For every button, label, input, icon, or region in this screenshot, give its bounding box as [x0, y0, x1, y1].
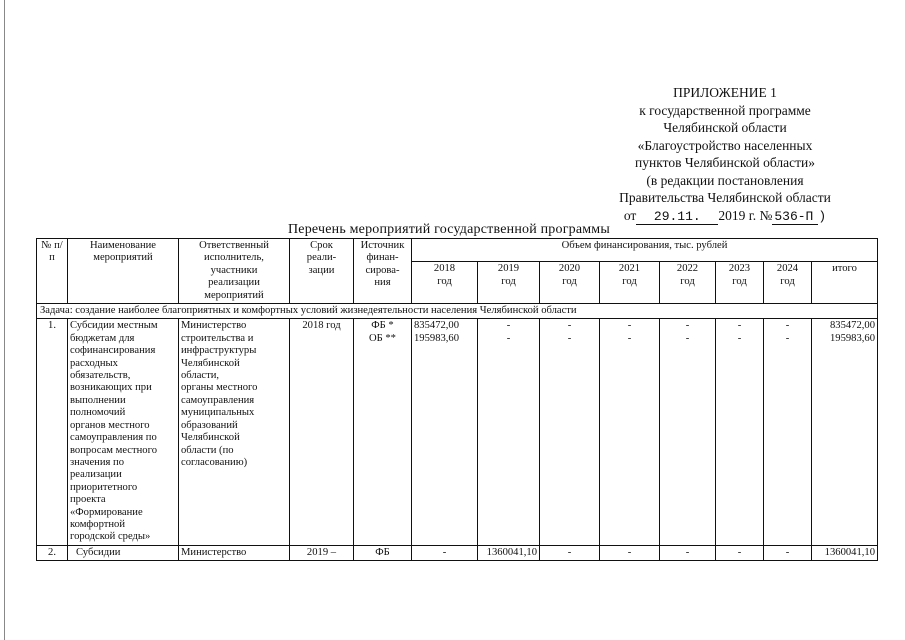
appendix-line: «Благоустройство населенных — [637, 137, 813, 153]
appendix-line: Правительства Челябинской области — [619, 190, 831, 205]
row-value-2022: - - — [660, 319, 716, 545]
header-num: № п/п — [37, 239, 68, 304]
row-value-2022: - — [660, 545, 716, 560]
row-value-2018: 835472,00 195983,60 — [412, 319, 478, 545]
header-year: 2018 год — [412, 262, 478, 304]
header-year: 2024 год — [764, 262, 812, 304]
header-source: Источник финан- сирова- ния — [354, 239, 412, 304]
row-value-2024: - - — [764, 319, 812, 545]
decree-number-sign: № — [759, 207, 773, 223]
appendix-line: ПРИЛОЖЕНИЕ 1 — [673, 85, 777, 100]
row-executor: Министерство — [179, 545, 290, 560]
row-num: 1. — [37, 319, 68, 545]
measures-table — [36, 238, 878, 561]
row-num: 2. — [37, 545, 68, 560]
table-header-row — [37, 239, 878, 262]
row-value-2024: - — [764, 545, 812, 560]
row-value-2019: 1360041,10 — [478, 545, 540, 560]
header-year: 2023 год — [716, 262, 764, 304]
page-margin-rule — [4, 0, 5, 640]
decree-suffix: ) — [818, 208, 827, 224]
header-volume: Объем финансирования, тыс. рублей — [412, 239, 878, 262]
decree-date: 29.11. — [636, 210, 718, 225]
row-name: Субсидии местным бюджетам для софинансирования расходных обязательств, возникающих при выполнении полномочий органов местного самоуправления по вопросам местного значения по реализации приоритетного проекта «Формирование комфортной городской среды» — [68, 319, 179, 545]
appendix-line: к государственной программе — [639, 102, 811, 118]
header-year: 2021 год — [600, 262, 660, 304]
row-value-2023: - — [716, 545, 764, 560]
appendix-line: Челябинской области — [663, 120, 787, 135]
row-value-2020: - — [540, 545, 600, 560]
header-executor: Ответственный исполнитель, участники реализации мероприятий — [179, 239, 290, 304]
row-value-2021: - - — [600, 319, 660, 545]
task-text: Задача: создание наиболее благоприятных и комфортных условий жизнедеятельности населения Челябинской области — [37, 304, 878, 319]
header-year: 2020 год — [540, 262, 600, 304]
row-executor: Министерство строительства и инфраструктуры Челябинской области, органы местного самоуправления муниципальных образований Челябинской области (по согласованию) — [179, 319, 290, 545]
document-title: Перечень мероприятий государственной программы — [288, 222, 610, 237]
row-name: Субсидии — [68, 545, 179, 560]
header-year: 2022 год — [660, 262, 716, 304]
appendix-line: (в редакции постановления — [646, 172, 804, 188]
decree-line — [580, 207, 870, 226]
table-row — [37, 545, 878, 560]
header-year: 2019 год — [478, 262, 540, 304]
row-source: ФБ — [354, 545, 412, 560]
row-value-2019: - - — [478, 319, 540, 545]
decree-year: 2019 г. — [718, 207, 757, 223]
row-value-2020: - - — [540, 319, 600, 545]
header-term: Срок реали- зации — [290, 239, 354, 304]
decree-number: 536-П — [772, 210, 818, 225]
header-total: итого — [812, 262, 878, 304]
table-row — [37, 319, 878, 545]
row-total: 1360041,10 — [812, 545, 878, 560]
row-value-2023: - - — [716, 319, 764, 545]
appendix-header — [580, 84, 870, 225]
decree-prefix: от — [623, 207, 637, 223]
header-name: Наименование мероприятий — [68, 239, 179, 304]
task-row — [37, 304, 878, 319]
row-value-2021: - — [600, 545, 660, 560]
row-term: 2018 год — [290, 319, 354, 545]
row-source: ФБ * ОБ ** — [354, 319, 412, 545]
row-total: 835472,00 195983,60 — [812, 319, 878, 545]
row-term: 2019 – — [290, 545, 354, 560]
row-value-2018: - — [412, 545, 478, 560]
appendix-line: пунктов Челябинской области» — [635, 155, 815, 170]
